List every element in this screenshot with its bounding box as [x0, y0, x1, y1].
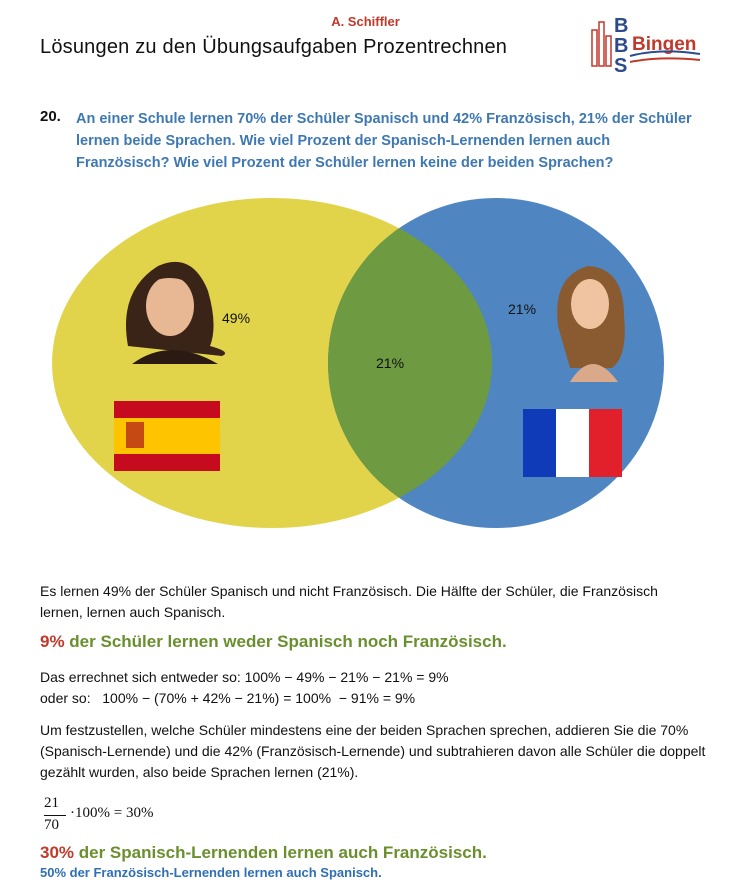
result-spanish-text: der Spanisch-Lernenden lernen auch Französisch.: [74, 843, 487, 862]
question-text: An einer Schule lernen 70% der Schüler Spanisch und 42% Französisch, 21% der Schüler lernen beide Sprachen. Wie viel Prozent der Spanisch-Lernenden lernen auch Französisch? Wie viel Prozent der Schüler lernen keine der beiden Sprachen?: [76, 111, 692, 171]
result-neither-text: der Schüler lernen weder Spanisch noch Französisch.: [64, 632, 507, 651]
question-number: 20.: [40, 108, 61, 125]
result-french-also-spanish: 50% der Französisch-Lernenden lernen auch Spanisch.: [40, 865, 382, 880]
logo-letter-b1: B: [614, 15, 629, 37]
fraction-bar: [44, 815, 66, 816]
spain-flag-icon: [114, 401, 220, 471]
france-flag-icon: [523, 409, 622, 477]
explanation-paragraph-2: Um festzustellen, welche Schüler mindestens eine der beiden Sprachen sprechen, addieren Sie die 70% (Spanisch-Lernende) und die 42% (Französisch-Lernende) und subtrahieren davon alle Schüler die doppelt gezählt wurden, also beide Sprachen lernen (21%).: [40, 722, 706, 780]
logo-letter-s: S: [614, 55, 628, 74]
both-label: 21%: [376, 355, 405, 371]
fraction-formula: [44, 795, 224, 835]
bbs-bingen-logo: [590, 12, 702, 74]
page-title: Lösungen zu den Übungsaufgaben Prozentrechnen: [40, 36, 508, 58]
french-only-label: 21%: [508, 301, 537, 317]
fraction-result: ·100% = 30%: [70, 805, 154, 821]
explanation-paragraph-1: Es lernen 49% der Schüler Spanisch und nicht Französisch. Die Hälfte der Schüler, die Französisch lernen, lernen auch Spanisch.: [40, 583, 658, 620]
logo-letter-b2: B: [614, 35, 629, 57]
result-neither: [40, 632, 507, 652]
result-spanish-also-french: [40, 843, 487, 863]
fraction-denominator: 70: [44, 817, 59, 833]
result-spanish-percent: 30%: [40, 843, 75, 862]
spanish-only-label: 49%: [222, 310, 251, 326]
logo-word: Bingen: [632, 34, 697, 55]
calculation-line-1: Das errechnet sich entweder so: 100% − 49% − 21% − 21% = 9%: [40, 669, 449, 685]
author-name: A. Schiffler: [331, 14, 400, 29]
calculation-line-2: oder so: 100% − (70% + 42% − 21%) = 100% − 91% = 9%: [40, 690, 416, 706]
venn-diagram: [40, 196, 680, 556]
calculation-paragraph: [40, 667, 700, 709]
fraction-numerator: 21: [44, 795, 59, 811]
result-neither-percent: 9%: [40, 632, 65, 651]
